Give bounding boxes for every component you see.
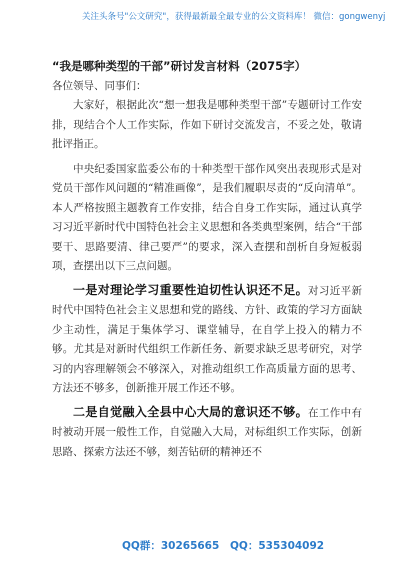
footer-qq-group: QQ群：30265665 [122, 540, 220, 552]
paragraph-text: 中央纪委国家监委公布的十种类型干部作风突出表现形式是对党员干部作风问题的“精准画像”，是我们履职尽责的“反向清单”。本人严格按照主题教育工作安排，结合自身工作实际，通过认真学习习近平新时代中国特色社会主义思想和各类典型案例，结合“干部要干、思路要清、律己要严”的要求，深入查摆和剖析自身短板弱项，查摆出以下三点问题。 [52, 162, 362, 272]
document-body [52, 95, 362, 462]
salutation: 各位领导、同事们： [52, 80, 147, 92]
paragraph-text: 大家好，根据此次“想一想我是哪种类型干部”专题研讨工作安排，现结合个人工作实际，作如下研讨交流发言，不妥之处，敬请批评指正。 [52, 99, 362, 150]
footer-qq: QQ：535304092 [230, 540, 325, 552]
header-promo-note: 关注头条号"公文研究"，获得最新最全最专业的公文资料库！ 微信：gongwenyj [82, 12, 386, 22]
paragraph [52, 281, 362, 399]
paragraph [52, 159, 362, 277]
paragraph-text: 对习近平新时代中国特色社会主义思想和党的路线、方针、政策的学习方面缺少主动性，满足于集体学习、课堂辅导，在自学上投入的精力不够。尤其是对新时代组织工作新任务、新要求缺乏思考研究，对学习的内容理解领会不够深入，对推动组织工作高质量方面的思考、方法还不够多，创新推开展工作还不够。 [52, 284, 362, 394]
paragraph-text: 在工作中有时被动开展一般性工作，自觉融入大局，对标组织工作实际，创新思路、探索方法还不够，刻苦钻研的精神还不 [52, 406, 362, 458]
paragraph [52, 403, 362, 463]
paragraph [52, 95, 362, 155]
paragraph-lead: 二是自觉融入全县中心大局的意识还不够。 [73, 404, 309, 419]
paragraph-lead: 一是对理论学习重要性迫切性认识还不足。 [73, 282, 309, 297]
document-title: “我是哪种类型的干部”研讨发言材料（2075字） [52, 59, 307, 73]
